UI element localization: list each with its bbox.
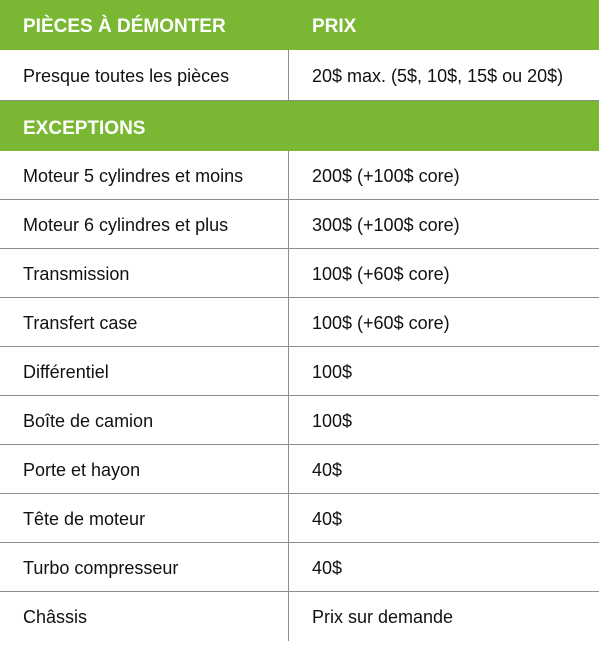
row-price: 100$ (+60$ core) [312, 313, 450, 333]
row-item: Turbo compresseur [0, 543, 289, 591]
row-price: 100$ [312, 362, 353, 382]
table-row [0, 494, 599, 543]
row-item: Châssis [0, 592, 289, 641]
row-price: 40$ [312, 509, 343, 529]
table-header [0, 0, 599, 50]
row-item: Transmission [0, 249, 289, 297]
row-price: 100$ (+60$ core) [312, 264, 450, 284]
table-row [0, 249, 599, 298]
row-item: Presque toutes les pièces [0, 50, 289, 100]
row-item: Moteur 6 cylindres et plus [0, 200, 289, 248]
row-item: Moteur 5 cylindres et moins [0, 151, 289, 199]
table-row [0, 445, 599, 494]
row-price: 200$ (+100$ core) [312, 166, 460, 186]
row-price: 40$ [312, 460, 343, 480]
row-item: Tête de moteur [0, 494, 289, 542]
table-row [0, 200, 599, 249]
row-item: Porte et hayon [0, 445, 289, 493]
table-row-general [0, 50, 599, 101]
row-price: Prix sur demande [312, 607, 454, 627]
table-row [0, 151, 599, 200]
header-parts-column: PIÈCES À DÉMONTER [23, 16, 226, 37]
row-price: 40$ [312, 558, 343, 578]
table-row [0, 396, 599, 445]
exceptions-header: EXCEPTIONS [0, 101, 599, 151]
header-price-column: PRIX [312, 16, 357, 37]
row-item: Boîte de camion [0, 396, 289, 444]
row-price: 20$ max. (5$, 10$, 15$ ou 20$) [312, 66, 564, 86]
row-item: Transfert case [0, 298, 289, 346]
table-row [0, 298, 599, 347]
exceptions-list [0, 151, 599, 641]
row-item: Différentiel [0, 347, 289, 395]
table-row [0, 543, 599, 592]
table-row [0, 347, 599, 396]
table-row [0, 592, 599, 641]
row-price: 100$ [312, 411, 353, 431]
row-price: 300$ (+100$ core) [312, 215, 460, 235]
